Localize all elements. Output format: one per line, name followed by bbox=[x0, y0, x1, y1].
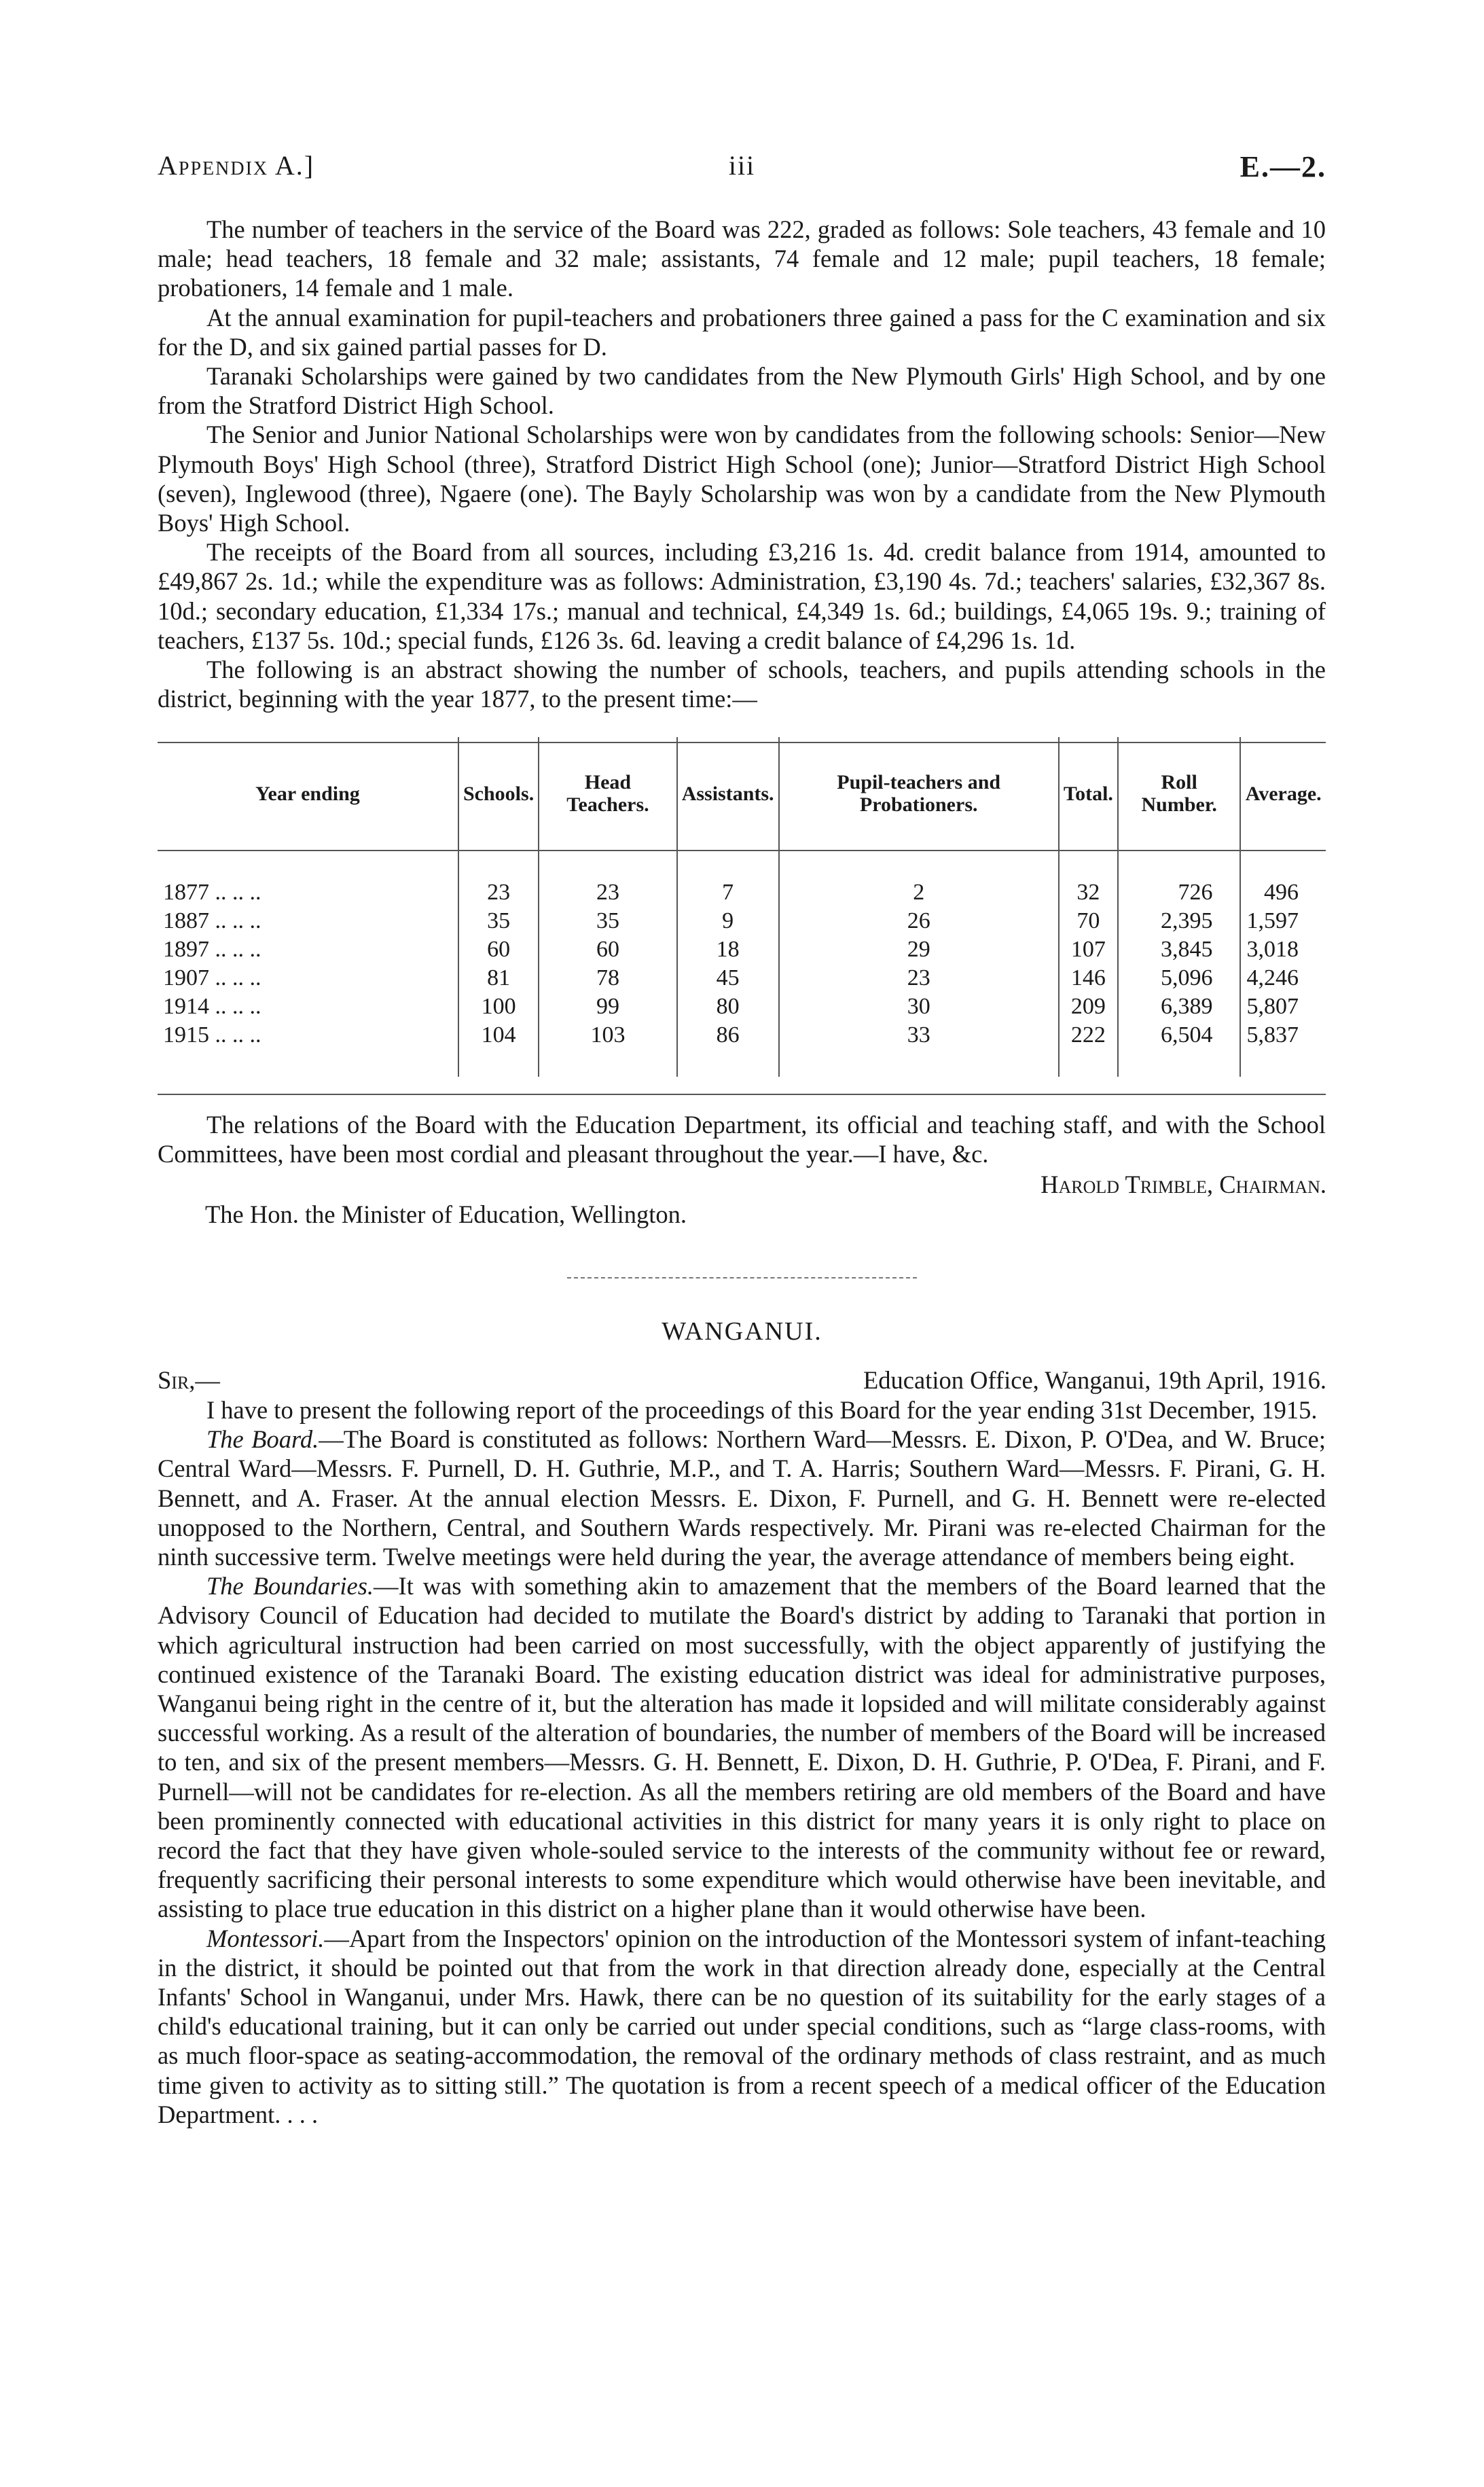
cell-total: 32 bbox=[1059, 878, 1118, 907]
cell-assistants: 80 bbox=[677, 992, 779, 1021]
table-row bbox=[158, 964, 1326, 992]
cell-schools: 100 bbox=[458, 992, 539, 1021]
board-paragraph bbox=[158, 1425, 1326, 1571]
cell-roll: 726 bbox=[1118, 878, 1241, 907]
table-bottom-rule bbox=[158, 1094, 1326, 1095]
cell-total: 146 bbox=[1059, 964, 1118, 992]
cell-pupil-teachers: 2 bbox=[779, 878, 1059, 907]
examination-paragraph: At the annual examination for pupil-teachers and probationers three gained a pass for the C examination and six for the D, and six gained partial passes for D. bbox=[158, 303, 1326, 361]
cell-head-teachers: 35 bbox=[539, 907, 676, 935]
montessori-paragraph bbox=[158, 1924, 1326, 2129]
table-row bbox=[158, 878, 1326, 907]
boundaries-heading: The Boundaries. bbox=[206, 1572, 374, 1600]
cell-schools: 104 bbox=[458, 1021, 539, 1050]
section-title: WANGANUI. bbox=[662, 1317, 822, 1346]
section-divider bbox=[567, 1277, 917, 1278]
table-spacer bbox=[158, 851, 1326, 878]
cell-average: 496 bbox=[1240, 878, 1326, 907]
cell-total: 70 bbox=[1059, 907, 1118, 935]
taranaki-report-text bbox=[158, 215, 1326, 713]
board-heading: The Board. bbox=[206, 1425, 319, 1454]
cell-pupil-teachers: 26 bbox=[779, 907, 1059, 935]
teachers-paragraph: The number of teachers in the service of the Board was 222, graded as follows: Sole teachers, 43 female and 10 male; head teachers, 18 female and 32 male; assistants, 74 female and 12 male; pupil teachers, 18 female; probationers, 14 female and 1 male. bbox=[158, 215, 1326, 302]
table-row bbox=[158, 1021, 1326, 1050]
receipts-paragraph: The receipts of the Board from all sources, including £3,216 1s. 4d. credit balance from 1914, amounted to £49,867 2s. 1d.; while the expenditure was as follows: Administration, £3,190 4s. 7d.; teachers' salaries, £32,367 8s. 10d.; secondary education, £1,334 17s.; manual and technical, £4,349 1s. 6d.; buildings, £4,065 19s. 9.; training of teachers, £137 5s. 10d.; special funds, £126 3s. 6d. leaving a credit balance of £4,296 1s. 1d. bbox=[158, 538, 1326, 654]
boundaries-paragraph bbox=[158, 1571, 1326, 1923]
cell-year: 1907 .. .. .. bbox=[163, 965, 261, 990]
cell-pupil-teachers: 29 bbox=[779, 935, 1059, 964]
page-number: iii bbox=[728, 150, 756, 181]
abstract-intro-paragraph: The following is an abstract showing the number of schools, teachers, and pupils attending schools in the district, beginning with the year 1877, to the present time:— bbox=[158, 656, 1326, 713]
board-text: —The Board is constituted as follows: Northern Ward—Messrs. E. Dixon, P. O'Dea, and W. Bruce; Central Ward—Messrs. F. Purnell, D. H. Guthrie, M.P., and T. A. Harris; Southern Ward—Messrs. F. Pirani, G. H. Bennett, and A. Fraser. At the annual election Messrs. E. Dixon, F. Purnell, and G. H. Bennett were re-elected unopposed to the Northern, Central, and Southern Wards respectively. Mr. Pirani was re-elected Chairman for the ninth successive term. Twelve meetings were held during the year, the average attendance of members being eight. bbox=[158, 1425, 1326, 1571]
table-row bbox=[158, 907, 1326, 935]
table-row bbox=[158, 992, 1326, 1021]
cell-year: 1897 .. .. .. bbox=[163, 937, 261, 962]
table-spacer bbox=[158, 1050, 1326, 1077]
montessori-heading: Montessori. bbox=[206, 1924, 325, 1952]
office-dateline: Education Office, Wanganui, 19th April, 1916. bbox=[863, 1366, 1326, 1394]
cell-assistants: 18 bbox=[677, 935, 779, 964]
national-scholarships-paragraph: The Senior and Junior National Scholarships were won by candidates from the following schools: Senior—New Plymouth Boys' High School (three), Stratford District High School (one); Junior—Stratford District High School (seven), Inglewood (three), Ngaere (one). The Bayly Scholarship was won by a candidate from the New Plymouth Boys' High School. bbox=[158, 421, 1326, 537]
cell-schools: 60 bbox=[458, 935, 539, 964]
cell-average: 4,246 bbox=[1240, 964, 1326, 992]
cell-roll: 3,845 bbox=[1118, 935, 1241, 964]
cell-head-teachers: 78 bbox=[539, 964, 676, 992]
col-roll-number: Roll Number. bbox=[1118, 737, 1241, 851]
col-head-teachers: Head Teachers. bbox=[539, 737, 676, 851]
cell-total: 209 bbox=[1059, 992, 1118, 1021]
cell-average: 3,018 bbox=[1240, 935, 1326, 964]
cell-total: 107 bbox=[1059, 935, 1118, 964]
cell-year: 1877 .. .. .. bbox=[163, 880, 261, 905]
cell-total: 222 bbox=[1059, 1021, 1118, 1050]
cell-head-teachers: 60 bbox=[539, 935, 676, 964]
cell-schools: 35 bbox=[458, 907, 539, 935]
cell-schools: 81 bbox=[458, 964, 539, 992]
scholarships-paragraph: Taranaki Scholarships were gained by two candidates from the New Plymouth Girls' High School, and by one from the Stratford District High School. bbox=[158, 362, 1326, 420]
intro-paragraph: I have to present the following report of the proceedings of this Board for the year ending 31st December, 1915. bbox=[206, 1396, 1318, 1424]
cell-year: 1914 .. .. .. bbox=[163, 994, 261, 1019]
wanganui-report-text bbox=[158, 1395, 1326, 2129]
addressee: The Hon. the Minister of Education, Wellington. bbox=[205, 1200, 687, 1228]
abstract-table bbox=[158, 737, 1326, 1077]
cell-head-teachers: 23 bbox=[539, 878, 676, 907]
cell-assistants: 45 bbox=[677, 964, 779, 992]
cell-average: 5,807 bbox=[1240, 992, 1326, 1021]
cell-schools: 23 bbox=[458, 878, 539, 907]
col-assistants: Assistants. bbox=[677, 737, 779, 851]
cell-pupil-teachers: 23 bbox=[779, 964, 1059, 992]
closing-text bbox=[158, 1110, 1326, 1168]
col-total: Total. bbox=[1059, 737, 1118, 851]
signature: Harold Trimble, Chairman. bbox=[1040, 1170, 1326, 1198]
cell-assistants: 9 bbox=[677, 907, 779, 935]
col-year-ending: Year ending bbox=[158, 737, 458, 851]
table-row bbox=[158, 935, 1326, 964]
closing-paragraph: The relations of the Board with the Education Department, its official and teaching staff, and with the School Committees, have been most cordial and pleasant throughout the year.—I have, &c. bbox=[158, 1111, 1326, 1168]
appendix-header: Appendix A.] bbox=[158, 150, 315, 181]
document-code: E.—2. bbox=[1239, 150, 1326, 183]
table-header-row bbox=[158, 737, 1326, 851]
cell-year: 1887 .. .. .. bbox=[163, 908, 261, 933]
salutation: Sir,— bbox=[158, 1366, 220, 1394]
cell-pupil-teachers: 30 bbox=[779, 992, 1059, 1021]
cell-assistants: 86 bbox=[677, 1021, 779, 1050]
col-pupil-teachers: Pupil-teachers and Probationers. bbox=[779, 737, 1059, 851]
cell-average: 1,597 bbox=[1240, 907, 1326, 935]
col-average: Average. bbox=[1240, 737, 1326, 851]
boundaries-text: —It was with something akin to amazement that the members of the Board learned that the Advisory Council of Education had decided to mutilate the Board's district by adding to Taranaki that portion in which agricultural instruction had been carried on most successfully, with the object apparently of justifying the continued existence of the Taranaki Board. The existing education district was ideal for administrative purposes, Wanganui being right in the centre of it, but the alteration has made it lopsided and will militate considerably against successful working. As a result of the alteration of boundaries, the number of members of the Board will be increased to ten, and six of the present members—Messrs. G. H. Bennett, E. Dixon, D. H. Guthrie, P. O'Dea, F. Pirani, and F. Purnell—will not be candidates for re-election. As all the members retiring are old members of the Board and have been prominently connected with educational activities in this district for many years it is only right to place on record the fact that they have given whole-souled service to the interests of the community without fee or reward, frequently sacrificing their personal interests to some expenditure which would otherwise have been inevitable, and assisting to place true education in this district on a higher plane than it would otherwise have been. bbox=[158, 1572, 1326, 1923]
cell-year: 1915 .. .. .. bbox=[163, 1022, 261, 1048]
cell-head-teachers: 103 bbox=[539, 1021, 676, 1050]
cell-average: 5,837 bbox=[1240, 1021, 1326, 1050]
cell-roll: 6,389 bbox=[1118, 992, 1241, 1021]
col-schools: Schools. bbox=[458, 737, 539, 851]
montessori-text: —Apart from the Inspectors' opinion on the introduction of the Montessori system of infant-teaching in the district, it should be pointed out that from the work in that direction already done, especially at the Central Infants' School in Wanganui, under Mrs. Hawk, there can be no question of its suitability for the early stages of a child's educational training, but it can only be carried out under special conditions, such as “large class-rooms, with as much floor-space as seating-accommodation, the removal of the ordinary methods of class restraint, and as much time given to activity as to sitting still.” The quotation is from a recent speech of a medical officer of the Education Department. . . . bbox=[158, 1924, 1326, 2128]
cell-head-teachers: 99 bbox=[539, 992, 676, 1021]
cell-roll: 5,096 bbox=[1118, 964, 1241, 992]
cell-roll: 2,395 bbox=[1118, 907, 1241, 935]
cell-roll: 6,504 bbox=[1118, 1021, 1241, 1050]
cell-pupil-teachers: 33 bbox=[779, 1021, 1059, 1050]
cell-assistants: 7 bbox=[677, 878, 779, 907]
